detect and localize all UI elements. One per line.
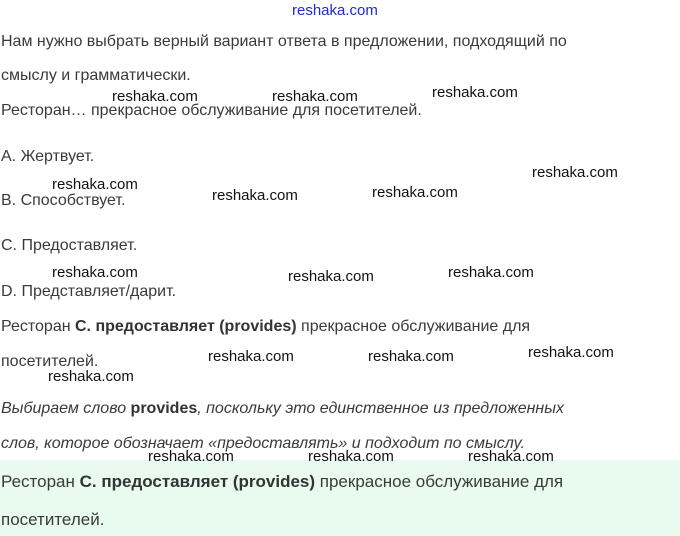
answer-choice: С. предоставляет (provides) (75, 318, 297, 335)
watermark: reshaka.com (528, 344, 614, 361)
explanation-line-2: слов, которое обозначает «предоставлять» и подходит по смыслу. (1, 435, 525, 452)
answer-line-1: Ресторан С. предоставляет (provides) прекрасное обслуживание для (1, 318, 531, 335)
watermark: reshaka.com (368, 348, 454, 365)
final-answer-choice: С. предоставляет (provides) (79, 472, 316, 491)
watermark: reshaka.com (288, 268, 374, 285)
watermark: reshaka.com (468, 448, 554, 465)
explanation-word: provides (130, 400, 198, 417)
final-answer-line-1: Ресторан С. предоставляет (provides) прекрасное обслуживание для (1, 472, 564, 491)
watermark: reshaka.com (48, 368, 134, 385)
watermark: reshaka.com (532, 164, 618, 181)
watermark: reshaka.com (112, 88, 198, 105)
watermark: reshaka.com (208, 348, 294, 365)
option-d: D. Представляет/дарит. (1, 283, 177, 300)
watermark: reshaka.com (372, 184, 458, 201)
watermark: reshaka.com (448, 264, 534, 281)
task-line-1: Нам нужно выбрать верный вариант ответа в предложении, подходящий по (1, 33, 567, 50)
explanation-line-1: Выбираем слово provides, поскольку это единственное из предложенных (1, 400, 564, 417)
option-a: А. Жертвует. (1, 148, 95, 165)
watermark: reshaka.com (272, 88, 358, 105)
final-answer-line-2: посетителей. (1, 510, 105, 529)
task-sentence: Ресторан… прекрасное обслуживание для посетителей. (1, 102, 422, 119)
watermark: reshaka.com (148, 448, 234, 465)
watermark: reshaka.com (52, 176, 138, 193)
option-c: С. Предоставляет. (1, 237, 138, 254)
watermark: reshaka.com (212, 187, 298, 204)
watermark: reshaka.com (308, 448, 394, 465)
task-line-2: смыслу и грамматически. (1, 67, 191, 84)
answer-line-2: посетителей. (1, 353, 99, 370)
option-b: В. Способствует. (1, 192, 126, 209)
header-watermark: reshaka.com (292, 2, 378, 19)
watermark: reshaka.com (432, 84, 518, 101)
watermark: reshaka.com (52, 264, 138, 281)
